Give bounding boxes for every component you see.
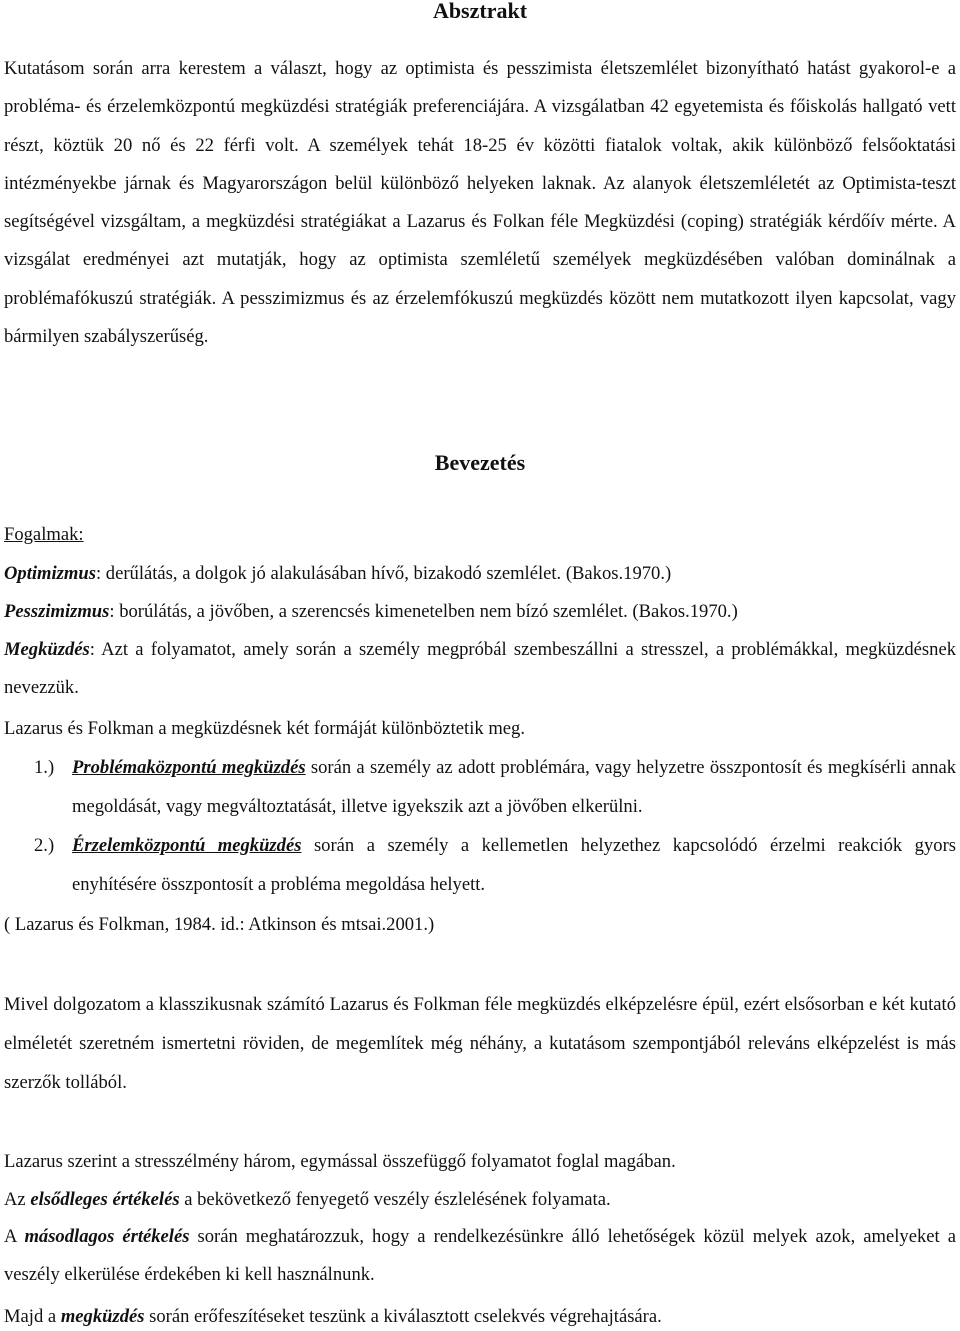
primary-appraisal-pre: Az (4, 1189, 31, 1210)
abstract-paragraph: Kutatásom során arra kerestem a választ, hogy az optimista és pesszimista életszemlélet bizonyítható hatást gyakorol-e a probléma- és érzelemközpontú megküzdési stratégiák preferenciájára. A vizsgálatban 42 egyetemista és főiskolás hallgató vett részt, köztük 20 nő és 22 férfi volt. A személyek tehát 18-25 év közötti fiatalok voltak, akik különböző felsőoktatási intézményekbe járnak és Magyarországon belül különböző helyeken laknak. Az alanyok életszemléletét az Optimista-teszt segítségével vizsgáltam, a megküzdési stratégiákat a Lazarus és Folkan féle Megküzdési (coping) stratégiák kérdőív mérte. A vizsgálat eredményei azt mutatják, hogy az optimista szemléletű személyek megküzdésében valóban dominálnak a problémafókuszú stratégiák. A pesszimizmus és az érzelemfókuszú megküzdés között nem mutatkozott ilyen kapcsolat, vagy bármilyen szabályszerűség. (4, 58, 956, 348)
abstract-title: Absztrakt (432, 0, 528, 23)
primary-appraisal-term: elsődleges értékelés (30, 1189, 180, 1210)
list-item-2-term: Érzelemközpontú megküzdés (72, 835, 302, 856)
definition-pessimism (4, 601, 738, 623)
coping-step-term: megküzdés (60, 1306, 145, 1327)
optimism-term: Optimizmus (4, 563, 96, 584)
list-item-2-text (72, 827, 956, 904)
pessimism-term: Pesszimizmus (4, 601, 110, 622)
introduction-title: Bevezetés (434, 450, 526, 475)
secondary-appraisal-term: másodlagos értékelés (24, 1226, 190, 1247)
optimism-definition: : derűlátás, a dolgok jó alakulásában hívő, bizakodó szemlélet. (Bakos.1970.) (95, 563, 672, 584)
pessimism-definition: : borúlátás, a jövőben, a szerencsés kimenetelben nem bízó szemlélet. (Bakos.1970.) (109, 601, 738, 622)
list-item-1-term: Problémaközpontú megküzdés (72, 757, 306, 778)
forms-sentence: Lazarus és Folkman a megküzdésnek két formáját különböztetik meg. (4, 718, 525, 739)
citation: ( Lazarus és Folkman, 1984. id.: Atkinson és mtsai.2001.) (4, 914, 435, 935)
list-item-1-text (72, 749, 956, 826)
list-item-2-body: során a személy a kellemetlen helyzethez kapcsolódó érzelmi reakciók gyors enyhítésére összpontosít a probléma megoldása helyett. (72, 835, 956, 895)
secondary-appraisal-text: során meghatározzuk, hogy a rendelkezésünkre álló lehetőségek közül melyek azok, amelyeket a veszély elkerülése érdekében ki kell használnunk. (4, 1226, 956, 1286)
definition-coping (4, 631, 956, 708)
secondary-appraisal (4, 1218, 956, 1295)
coping-step-text: során erőfeszítéseket teszünk a kiválasztott cselekvés végrehajtására. (144, 1306, 662, 1327)
concepts-label: Fogalmak: (4, 524, 84, 545)
intro-paragraph: Mivel dolgozatom a klasszikusnak számító Lazarus és Folkman féle megküzdés elképzelésre épül, ezért elsősorban e két kutató elméletét szeretném ismertetni röviden, de megemlítek még néhány, a kutatásom szempontjából releváns elképzelést is más szerzők tollából. (4, 994, 956, 1093)
primary-appraisal (4, 1189, 611, 1211)
list-item-1-number: 1.) (34, 757, 55, 778)
definition-optimism (4, 563, 671, 585)
list-item-1-body: során a személy az adott problémára, vagy helyzetre összpontosít és megkísérli annak megoldását, vagy megváltoztatását, illetve igyekszik azt a jövőben elkerülni. (72, 757, 956, 817)
coping-step (4, 1306, 662, 1328)
lazarus-intro: Lazarus szerint a stresszélmény három, egymással összefüggő folyamatot foglal magában. (4, 1151, 676, 1172)
secondary-appraisal-pre: A (4, 1226, 25, 1247)
primary-appraisal-text: a bekövetkező fenyegető veszély észlelésének folyamata. (179, 1189, 611, 1210)
coping-definition: : Azt a folyamatot, amely során a személy megpróbál szembeszállni a stresszel, a problémákkal, megküzdésnek nevezzük. (4, 639, 956, 699)
coping-term: Megküzdés (4, 639, 90, 660)
list-item-2-number: 2.) (34, 835, 55, 856)
coping-step-pre: Majd a (4, 1306, 61, 1327)
